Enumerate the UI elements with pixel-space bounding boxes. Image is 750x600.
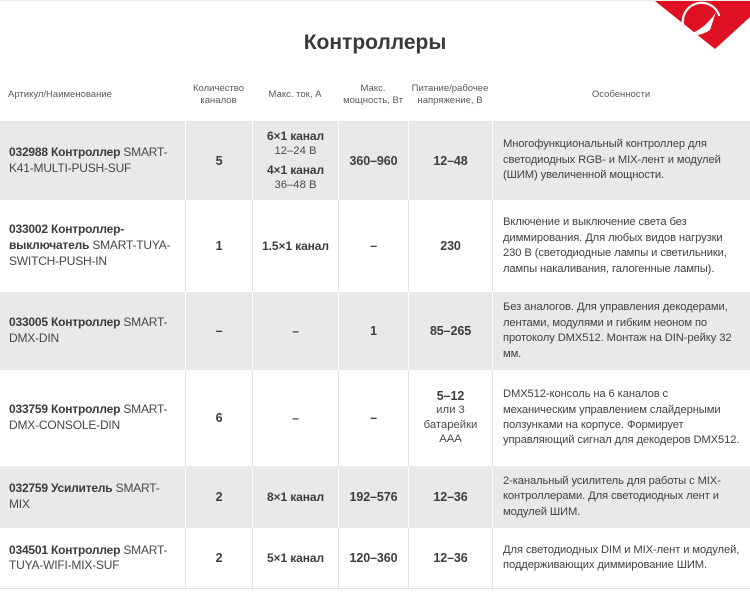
max-current-cell bbox=[252, 200, 338, 292]
voltage-cell bbox=[408, 466, 492, 528]
current-label: 5×1 канал bbox=[266, 550, 324, 565]
table-row bbox=[0, 528, 750, 588]
voltage-cell bbox=[408, 528, 492, 588]
product-name bbox=[9, 402, 179, 434]
current-value-group bbox=[267, 551, 324, 566]
voltage-value: 12–36 bbox=[433, 551, 468, 566]
table-header-row bbox=[0, 69, 750, 121]
channels-cell bbox=[185, 292, 252, 370]
products-table bbox=[0, 69, 750, 589]
max-power-cell bbox=[338, 466, 408, 528]
max-current-cell bbox=[252, 466, 338, 528]
current-sub-label: 36–48 В bbox=[274, 179, 317, 192]
max-current-cell bbox=[252, 528, 338, 588]
max-power-value: 360–960 bbox=[349, 153, 398, 168]
product-name bbox=[9, 543, 179, 575]
max-power-value: 120–360 bbox=[349, 551, 398, 566]
channels-cell bbox=[185, 370, 252, 466]
product-name bbox=[9, 222, 179, 269]
channels-cell bbox=[185, 466, 252, 528]
voltage-value: 5–12 bbox=[436, 389, 465, 404]
brand-logo bbox=[655, 1, 750, 51]
product-article: 034501 Контроллер bbox=[9, 542, 121, 557]
col-header-channels: Количество каналов bbox=[192, 82, 245, 106]
max-power-cell bbox=[338, 528, 408, 588]
table-row bbox=[0, 466, 750, 528]
features-text: Многофункциональный контроллер для светодиодных RGB- и MIX-лент и модулей (ШИМ) увеличенной мощности. bbox=[503, 138, 721, 182]
max-current-cell bbox=[252, 121, 338, 200]
current-sub-label: 12–24 В bbox=[274, 145, 317, 157]
article-name-cell bbox=[0, 528, 185, 588]
table-body bbox=[0, 121, 750, 589]
page-title: Контроллеры bbox=[303, 31, 447, 54]
current-label: 8×1 канал bbox=[266, 489, 324, 504]
features-cell bbox=[492, 200, 750, 292]
product-article: 033759 Контроллер bbox=[9, 402, 121, 417]
product-article: 033005 Контроллер bbox=[9, 315, 121, 330]
max-power-cell bbox=[338, 121, 408, 200]
features-text: DMX512-консоль на 6 каналов с механическим управлением слайдерными ползунками на корпусе. Формирует управляющий сигнал для декодеров DMX512. bbox=[503, 388, 740, 447]
current-value-group bbox=[292, 411, 299, 426]
features-cell bbox=[492, 292, 750, 370]
channels-cell bbox=[185, 121, 252, 200]
features-text: Без аналогов. Для управления декодерами, лентами, модулями и гибким неоном по протоколу DMX512. Монтаж на DIN-рейку 32 мм. bbox=[503, 301, 732, 360]
col-header-max-current: Макс. ток, А bbox=[268, 88, 322, 100]
product-name bbox=[9, 481, 179, 513]
channels-value: 6 bbox=[215, 411, 223, 426]
article-name-cell bbox=[0, 292, 185, 370]
logo-triangle bbox=[655, 1, 750, 49]
product-model: SMART-DMX-CONSOLE-DIN bbox=[9, 402, 168, 433]
max-current-cell bbox=[252, 370, 338, 466]
table-row bbox=[0, 121, 750, 200]
table-row bbox=[0, 292, 750, 370]
article-name-cell bbox=[0, 121, 185, 200]
product-article: 033002 Контроллер-выключатель bbox=[9, 222, 125, 253]
product-article: 032988 Контроллер bbox=[9, 144, 121, 159]
product-name bbox=[9, 315, 179, 347]
voltage-value: 12–48 bbox=[433, 153, 468, 168]
features-cell bbox=[492, 528, 750, 588]
max-power-cell bbox=[338, 370, 408, 466]
channels-value: 1 bbox=[215, 239, 223, 254]
product-model: SMART-DMX-DIN bbox=[9, 315, 168, 346]
col-header-article: Артикул/Наименование bbox=[8, 88, 112, 100]
product-name bbox=[9, 145, 179, 177]
current-value-group bbox=[267, 129, 324, 158]
product-model: SMART-K41-MULTI-PUSH-SUF bbox=[9, 144, 168, 175]
col-header-voltage: Питание/рабочее напряжение, В bbox=[411, 82, 489, 106]
voltage-cell bbox=[408, 292, 492, 370]
current-label: – bbox=[292, 323, 299, 338]
product-model: SMART-TUYA-WIFI-MIX-SUF bbox=[9, 542, 168, 573]
voltage-cell bbox=[408, 200, 492, 292]
voltage-cell bbox=[408, 121, 492, 200]
current-value-group bbox=[262, 239, 329, 254]
max-current-cell bbox=[252, 292, 338, 370]
channels-value: 2 bbox=[215, 551, 223, 566]
features-text: Включение и выключение света без диммирования. Для любых видов нагрузки 230 В (светодиодные лампы и светильники, лампы накаливания, галогенные лампы). bbox=[503, 216, 727, 275]
product-model: SMART-TUYA-SWITCH-PUSH-IN bbox=[9, 238, 171, 269]
current-label: 6×1 канал bbox=[266, 129, 324, 143]
voltage-value: 12–36 bbox=[433, 490, 468, 505]
features-cell bbox=[492, 121, 750, 200]
article-name-cell bbox=[0, 466, 185, 528]
channels-value: – bbox=[215, 324, 223, 339]
features-cell bbox=[492, 370, 750, 466]
max-power-value: 192–576 bbox=[349, 490, 398, 505]
voltage-value: 85–265 bbox=[429, 324, 472, 339]
current-label: – bbox=[292, 410, 299, 425]
max-power-value: 1 bbox=[370, 324, 377, 339]
features-text: 2-канальный усилитель для работы с MIX-контроллерами. Для светодиодных лент и модулей ШИМ. bbox=[503, 475, 721, 518]
channels-value: 2 bbox=[215, 490, 223, 505]
channels-cell bbox=[185, 200, 252, 292]
product-article: 032759 Усилитель bbox=[9, 481, 113, 496]
col-header-max-power: Макс. мощность, Вт bbox=[343, 82, 403, 106]
table-row bbox=[0, 370, 750, 466]
max-power-cell bbox=[338, 292, 408, 370]
features-cell bbox=[492, 466, 750, 528]
product-model: SMART-MIX bbox=[9, 481, 160, 512]
article-name-cell bbox=[0, 370, 185, 466]
voltage-sub-value: или 3 батарейки ААА bbox=[423, 404, 478, 446]
max-power-value: – bbox=[370, 239, 377, 254]
article-name-cell bbox=[0, 200, 185, 292]
col-header-features: Особенности bbox=[591, 88, 651, 100]
channels-value: 5 bbox=[215, 153, 223, 168]
current-value-group bbox=[267, 163, 324, 192]
current-label: 1.5×1 канал bbox=[262, 238, 329, 253]
features-text: Для светодиодных DIM и MIX-лент и модулей, поддерживающих диммирование ШИМ. bbox=[503, 543, 740, 572]
channels-cell bbox=[185, 528, 252, 588]
voltage-cell bbox=[408, 370, 492, 466]
current-label: 4×1 канал bbox=[266, 163, 324, 178]
max-power-value: – bbox=[370, 411, 377, 426]
voltage-value: 230 bbox=[440, 239, 461, 254]
max-power-cell bbox=[338, 200, 408, 292]
current-value-group bbox=[267, 490, 324, 505]
current-value-group bbox=[292, 324, 299, 339]
table-row bbox=[0, 200, 750, 292]
